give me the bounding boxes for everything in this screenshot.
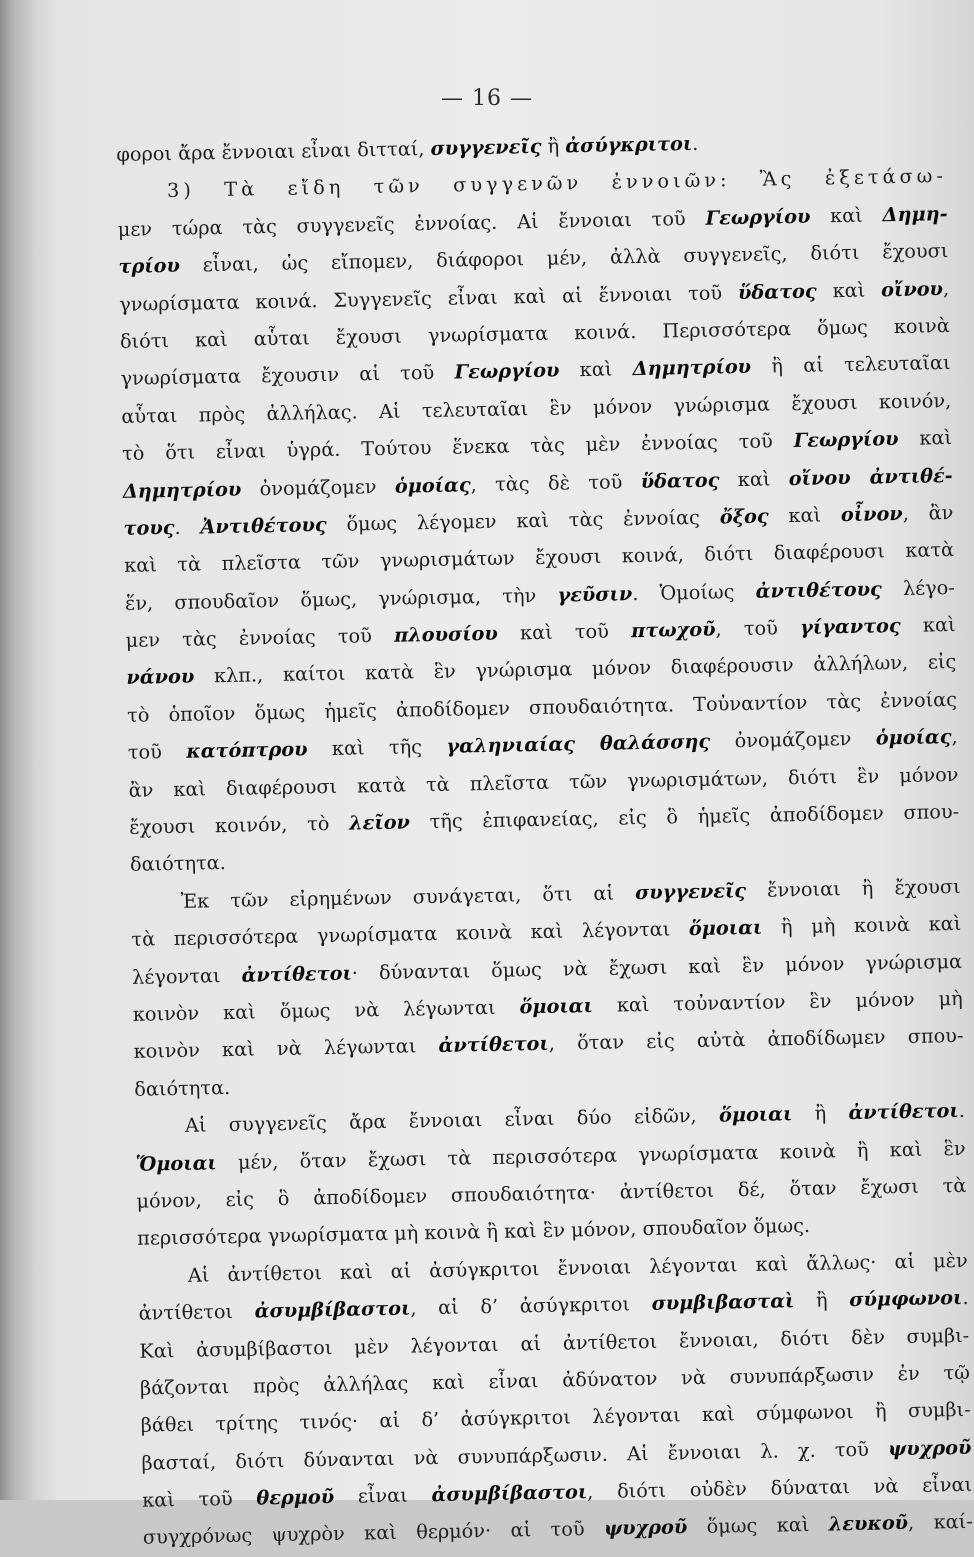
emphasized-term: Γεωργίου	[454, 358, 560, 384]
emphasized-term: ψυχροῦ	[887, 1435, 972, 1461]
text-line: Καὶ ἀσυμβίβαστοι μὲν λέγονται αἱ ἀντίθετοι ἔννοιαι, διότι δὲν συμβι-	[139, 1323, 970, 1363]
emphasized-term: ψυχροῦ	[603, 1515, 688, 1541]
emphasized-term: Δημη-	[882, 201, 948, 227]
emphasized-term: συγγενεῖς	[634, 878, 747, 904]
text-line: λέγονται ἀντίθετοι· δύνανται ὅμως νὰ ἔχωσι καὶ ἓν μόνον γνώρισμα	[131, 949, 963, 989]
emphasized-term: ὕδατος	[737, 279, 817, 304]
text-line: Αἱ συγγενεῖς ἄρα ἔννοιαι εἶναι δύο εἰδῶν, ὅμοιαι ἢ ἀντίθετοι.	[184, 1099, 966, 1138]
emphasized-term: θερμοῦ	[256, 1485, 335, 1510]
text-line: ἕν, σπουδαῖον ὅμως, γνώρισμα, τὴν γεῦσιν. Ὁμοίως ἀντιθέτους λέγο-	[124, 575, 956, 615]
emphasized-term: τους	[123, 515, 175, 540]
text-line: δαιότητα.	[129, 851, 227, 877]
text-line: Ὅμοιαι μέν, ὅταν ἔχωσι τὰ περισσότερα γνωρίσματα κοινὰ ἢ καὶ ἓν	[135, 1136, 966, 1176]
emphasized-term: ἀσυμβίβαστοι	[431, 1480, 588, 1507]
text-line: περισσότερα γνωρίσματα μὴ κοινὰ ἢ καὶ ἓν μόνον, σπουδαῖον ὅμως.	[136, 1214, 811, 1251]
emphasized-term: ἀντιθέτους	[755, 577, 882, 603]
text-line: ἂν καὶ διαφέρουσι κατὰ τὰ πλεῖστα τῶν γνωρισμάτων, διότι ἓν μόνον	[128, 762, 959, 802]
body-text	[116, 120, 973, 1557]
emphasized-term: γίγαντος	[799, 614, 901, 640]
emphasized-term: ὄξος	[719, 504, 769, 529]
text-line: Αἱ ἀντίθετοι καὶ αἱ ἀσύγκριτοι ἔννοιαι λέγονται καὶ ἄλλως· αἱ μὲν	[187, 1248, 968, 1287]
emphasized-term: λεῖον	[348, 810, 411, 835]
text-line: ἔχουσι κοινόν, τὸ λεῖον τῆς ἐπιφανείας, εἰς ὃ ἡμεῖς ἀποδίδομεν σπου-	[129, 799, 960, 839]
emphasized-term: ὁμοίας	[394, 472, 471, 498]
emphasized-term: γαληνιαίας θαλάσσης	[446, 729, 711, 759]
emphasized-term: Γεωργίου	[705, 204, 811, 230]
text-line: μεν τώρα τὰς συγγενεῖς ἐννοίας. Αἱ ἔννοιαι τοῦ Γεωργίου καὶ Δημη-	[117, 201, 948, 241]
emphasized-term: ἀντίθετοι	[241, 961, 353, 987]
emphasized-term: ἀντίθετοι	[438, 1032, 549, 1058]
text-line: μεν τὰς ἐννοίας τοῦ πλουσίου καὶ τοῦ πτωχοῦ, τοῦ γίγαντος καὶ	[125, 613, 956, 652]
emphasized-term: ὅμοιαι	[519, 993, 594, 1019]
emphasized-term: ὅμοιαι	[718, 1102, 793, 1127]
emphasized-term: πτωχοῦ	[630, 617, 716, 643]
text-line: τρίου εἶναι, ὡς εἴπομεν, διάφοροι μέν, ἀλλὰ συγγενεῖς, διότι ἔχουσι	[118, 239, 949, 279]
emphasized-term: συγγενεῖς	[430, 134, 542, 160]
text-line: τὰ περισσότερα γνωρίσματα κοινὰ καὶ λέγονται ὅμοιαι ἢ μὴ κοινὰ καὶ	[131, 912, 962, 952]
text-line: καὶ τοῦ θερμοῦ εἶναι ἀσυμβίβαστοι, διότι οὐδὲν δύναται νὰ εἶναι	[141, 1472, 973, 1512]
emphasized-term: κατόπτρου	[186, 737, 308, 764]
text-line: ἀντίθετοι ἀσυμβίβαστοι, αἱ δ’ ἀσύγκριτοι συμβιβασταὶ ἢ σύμφωνοι.	[138, 1285, 969, 1325]
emphasized-term: Ὅμοιαι	[135, 1150, 217, 1176]
emphasized-term: οἶνον	[840, 501, 903, 527]
text-line: τους. Ἀντιθέτους ὅμως λέγομεν καὶ τὰς ἐννοίας ὄξος καὶ οἶνον, ἂν	[123, 500, 954, 540]
emphasized-term: νάνου	[126, 665, 195, 690]
text-line: βάζονται πρὸς ἀλλήλας καὶ εἶναι ἀδύνατον νὰ συνυπάρξωσιν ἐν τῷ	[139, 1360, 971, 1400]
text-line: τοῦ κατόπτρου καὶ τῆς γαληνιαίας θαλάσσης ὀνομάζομεν ὁμοίας,	[127, 725, 958, 765]
text-line: κοινὸν καὶ νὰ λέγωνται ἀντίθετοι, ὅταν εἰς αὐτὰ ἀποδίδωμεν σπου-	[133, 1024, 964, 1064]
emphasized-term: Δημητρίου	[122, 477, 242, 503]
text-line: Δημητρίου ὀνομάζομεν ὁμοίας, τὰς δὲ τοῦ ὕδατος καὶ οἴνου ἀντιθέ-	[122, 463, 953, 503]
emphasized-term: πλουσίου	[393, 621, 498, 647]
text-line: φοροι ἄρα ἔννοιαι εἶναι διτταί, συγγενεῖς ἢ ἀσύγκριτοι.	[116, 131, 699, 166]
text-line: Ἐκ τῶν εἰρημένων συνάγεται, ὅτι αἱ συγγενεῖς ἔννοιαι ἢ ἔχουσι	[180, 874, 961, 913]
text-line: τὸ ὅτι εἶναι ὑγρά. Τούτου ἕνεκα τὰς μὲν ἐννοίας τοῦ Γεωργίου καὶ	[121, 426, 953, 466]
emphasized-term: ἀσυμβίβαστοι	[254, 1296, 411, 1323]
emphasized-term: συμβιβασταὶ	[651, 1289, 795, 1316]
emphasized-term: λευκοῦ	[828, 1511, 909, 1537]
emphasized-term: ὁμοίας	[875, 725, 952, 750]
emphasized-term: ὅμοιαι	[688, 915, 763, 941]
text-line: μόνον, εἰς ὃ ἀποδίδομεν σπουδαιότητα· ἀντίθετοι δέ, ὅταν ἔχωσι τὰ	[136, 1173, 967, 1213]
emphasized-term: τρίου	[118, 253, 181, 279]
text-line: διότι καὶ αὗται ἔχουσι γνωρίσματα κοινά. Περισσότερα ὅμως κοινὰ	[119, 313, 951, 353]
text-line: τὸ ὁποῖον ὅμως ἡμεῖς ἀποδίδομεν σπουδαιότητα. Τοὐναντίον τὰς ἐννοίας	[126, 687, 958, 727]
emphasized-term: γεῦσιν	[557, 581, 633, 607]
emphasized-term: οἴνου ἀντιθέ-	[788, 463, 953, 490]
page-number: — 16 —	[441, 86, 533, 111]
text-line: καὶ τὰ πλεῖστα τῶν γνωρισμάτων ἔχουσι κοινά, διότι διαφέρουσι κατὰ	[124, 538, 955, 578]
text-line: συγχρόνως ψυχρὸν καὶ θερμόν· αἱ τοῦ ψυχροῦ ὅμως καὶ λευκοῦ, καί-	[142, 1510, 973, 1550]
text-line: γνωρίσματα κοινά. Συγγενεῖς εἶναι καὶ αἱ ἔννοιαι τοῦ ὕδατος καὶ οἴνου,	[119, 276, 950, 316]
text-line: γνωρίσματα ἔχουσιν αἱ τοῦ Γεωργίου καὶ Δημητρίου ἢ αἱ τελευταῖαι	[120, 351, 951, 391]
emphasized-term: Γεωργίου	[793, 427, 899, 453]
emphasized-term: οἴνου	[880, 276, 944, 301]
text-line: 3) Τὰ εἴδη τῶν συγγενῶν ἐννοιῶν: Ἂς ἐξετάσω-	[166, 164, 948, 203]
emphasized-term: Δημητρίου	[632, 355, 752, 381]
text-line: δαιότητα.	[134, 1075, 231, 1101]
text-line: βασταί, διότι δύνανται νὰ συνυπάρξωσιν. Αἱ ἔννοιαι λ. χ. τοῦ ψυχροῦ	[141, 1435, 972, 1475]
text-line: νάνου κλπ., καίτοι κατὰ ἓν γνώρισμα μόνον διαφέρουσιν ἀλλήλων, εἰς	[126, 650, 957, 690]
emphasized-term: Ἀντιθέτους	[200, 512, 327, 539]
text-line: βάθει τρίτης τινός· αἱ δ’ ἀσύγκριτοι λέγονται καὶ σύμφωνοι ἢ συμβι-	[140, 1398, 971, 1438]
emphasized-term: σύμφωνοι	[849, 1286, 963, 1312]
binding-shadow	[0, 0, 34, 1500]
emphasized-term: ἀντίθετοι	[848, 1099, 959, 1125]
text-line: κοινὸν καὶ ὅμως νὰ λέγωνται ὅμοιαι καὶ τοὐναντίον ἓν μόνον μὴ	[132, 986, 963, 1026]
emphasized-term: ἀσύγκριτοι	[565, 131, 693, 158]
text-line: αὗται πρὸς ἀλλήλας. Αἱ τελευταῖαι ἓν μόνον γνώρισμα ἔχουσι κοινόν,	[121, 388, 952, 428]
emphasized-term: ὕδατος	[640, 467, 720, 493]
